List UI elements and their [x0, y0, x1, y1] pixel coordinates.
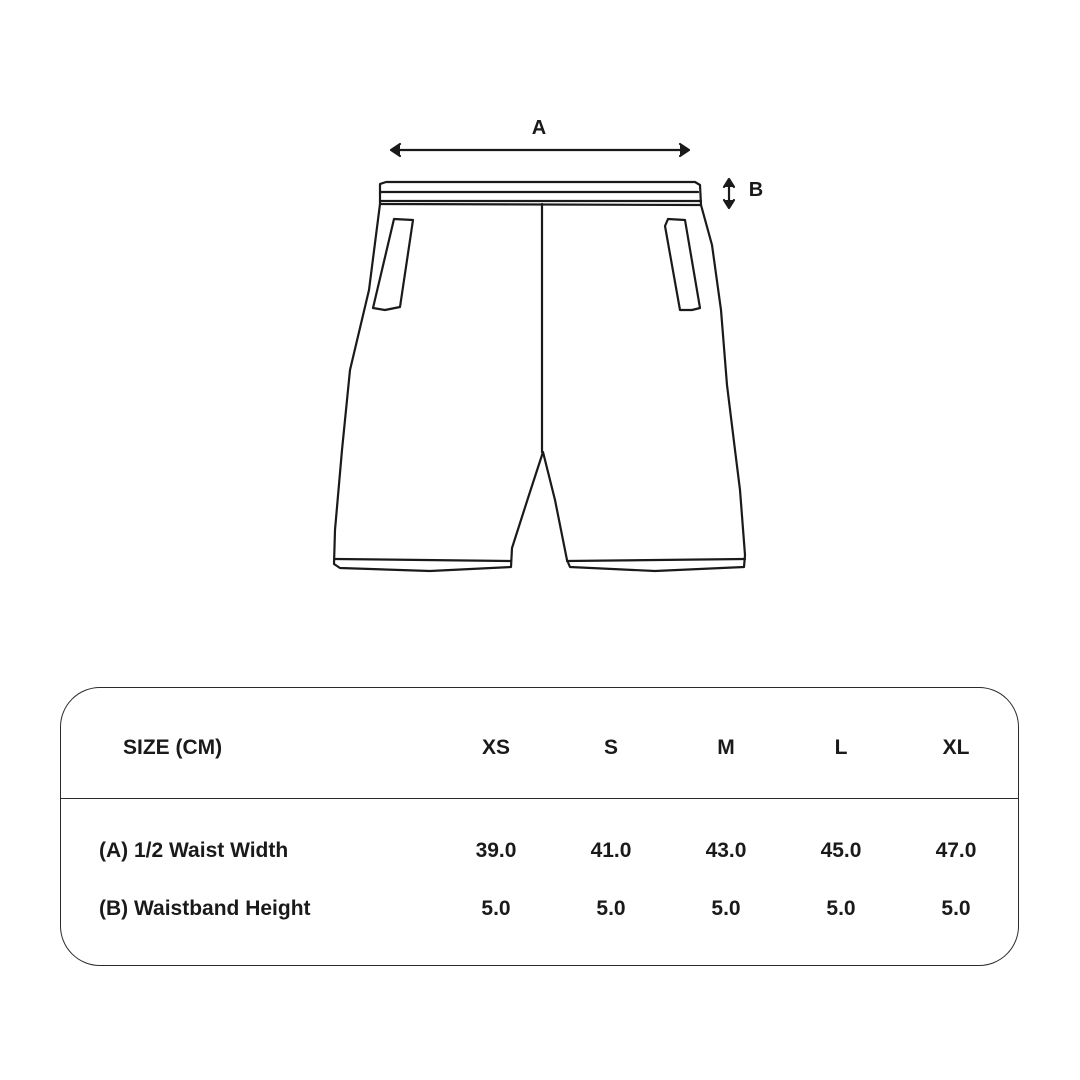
dimension-a-arrow — [391, 144, 689, 156]
left-pocket — [373, 219, 413, 310]
size-s-header: S — [603, 736, 619, 759]
row-waist-width-label: (A) 1/2 Waist Width — [99, 839, 289, 862]
dimension-b-arrow — [724, 179, 734, 208]
waistband-height-xs: 5.0 — [481, 897, 511, 920]
waist-width-l: 45.0 — [820, 839, 862, 862]
size-header-label: SIZE (CM) — [123, 736, 223, 759]
waist-width-m: 43.0 — [705, 839, 747, 862]
size-m-header: M — [717, 736, 735, 759]
right-pocket — [665, 219, 700, 310]
waistband-height-m: 5.0 — [711, 897, 741, 920]
waist-width-xs: 39.0 — [475, 839, 517, 862]
size-table — [60, 687, 1019, 966]
waist-width-xl: 47.0 — [935, 839, 977, 862]
size-xs-header: XS — [481, 736, 511, 759]
waistband-height-s: 5.0 — [596, 897, 626, 920]
waist-width-s: 41.0 — [590, 839, 632, 862]
size-xl-header: XL — [942, 736, 970, 759]
label-b: B — [748, 179, 764, 201]
waistband-height-xl: 5.0 — [941, 897, 971, 920]
waistband-height-l: 5.0 — [826, 897, 856, 920]
row-waistband-height-label: (B) Waistband Height — [99, 897, 311, 920]
label-a: A — [531, 117, 547, 139]
shorts-body — [334, 204, 745, 571]
table-divider — [61, 798, 1018, 799]
size-l-header: L — [834, 736, 848, 759]
